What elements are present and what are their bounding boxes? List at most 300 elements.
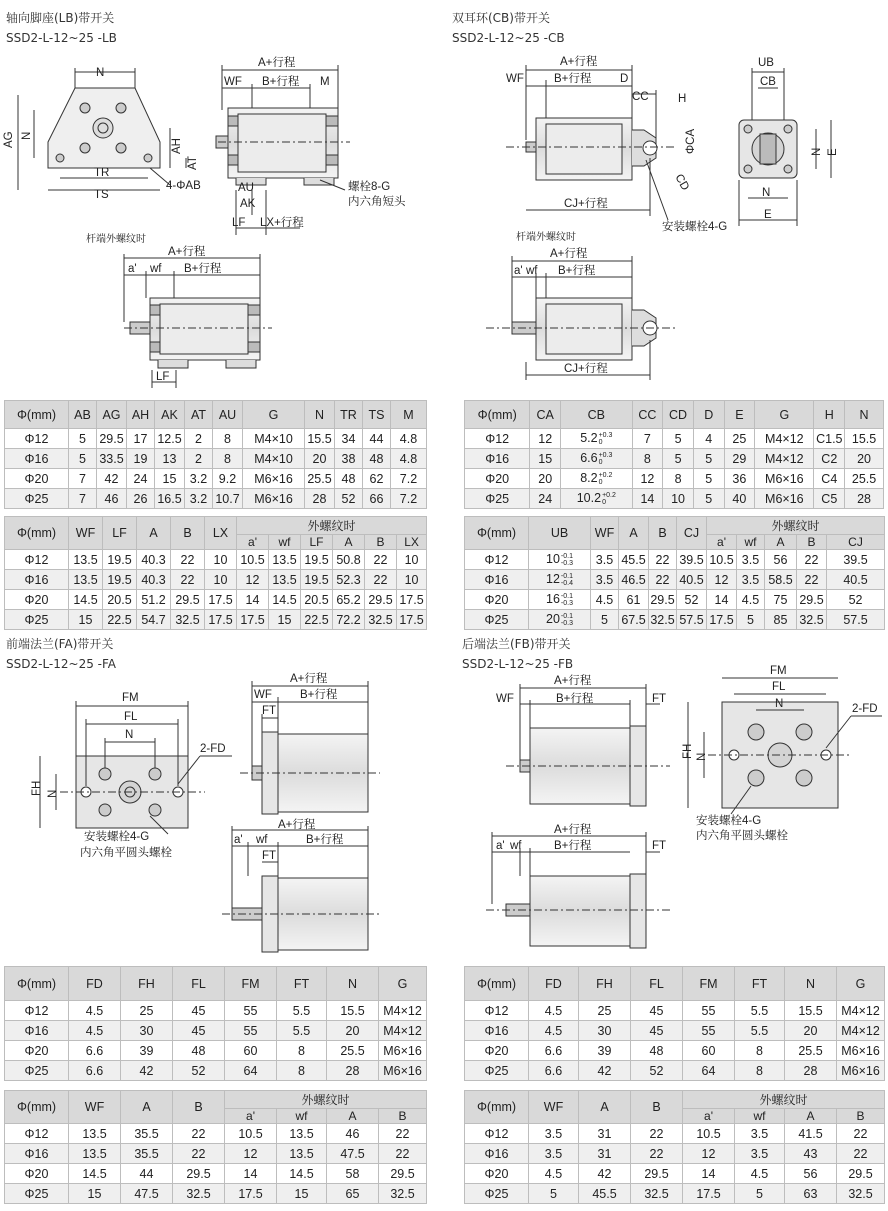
fb-2fd-label: 2-FD bbox=[852, 703, 878, 715]
tolerance-upper: -0.1 bbox=[560, 612, 573, 620]
table-cell: M6×16 bbox=[243, 489, 305, 509]
col-header: WF bbox=[69, 1091, 121, 1124]
tolerance-lower: 0 bbox=[598, 438, 603, 446]
table-cell: 40.3 bbox=[137, 570, 171, 590]
table-cell: Φ25 bbox=[465, 610, 529, 630]
cb-cj-stroke: CJ+行程 bbox=[564, 198, 608, 210]
table-cell: 22 bbox=[173, 1144, 225, 1164]
table-cell: 55 bbox=[225, 1001, 277, 1021]
table-cell: 72.2 bbox=[333, 610, 365, 630]
cell-value: 10 bbox=[546, 552, 560, 567]
table-cell: 10 bbox=[397, 570, 427, 590]
table-row bbox=[465, 469, 884, 489]
table-cell: 39.5 bbox=[677, 550, 707, 570]
table-cell: 40 bbox=[724, 489, 755, 509]
table-cell: Φ12 bbox=[5, 429, 69, 449]
table-cell: 13.5 bbox=[69, 570, 103, 590]
table-cell: 22 bbox=[631, 1124, 683, 1144]
table-cell: C5 bbox=[814, 489, 845, 509]
col-header: B bbox=[171, 517, 205, 550]
table-cell: 17.5 bbox=[205, 590, 237, 610]
table-body bbox=[5, 550, 427, 630]
table-cell: 22 bbox=[649, 550, 677, 570]
table-cell: 13.5 bbox=[69, 1144, 121, 1164]
table-cell: Φ16 bbox=[465, 1144, 529, 1164]
table-cell: 20 bbox=[785, 1021, 837, 1041]
table-cell bbox=[529, 570, 591, 590]
table-cell: 39.5 bbox=[827, 550, 885, 570]
cb-table-2 bbox=[464, 516, 885, 630]
table-cell: M4×12 bbox=[837, 1001, 885, 1021]
table-cell: 12 bbox=[632, 469, 663, 489]
table-cell: 17.5 bbox=[397, 590, 427, 610]
col-header: B bbox=[631, 1091, 683, 1124]
col-header: WF bbox=[591, 517, 619, 550]
cb-title: 双耳环(CB)带开关 bbox=[452, 11, 550, 25]
table-cell: 4.5 bbox=[737, 590, 765, 610]
table-cell: 55 bbox=[683, 1001, 735, 1021]
table-cell: 55 bbox=[683, 1021, 735, 1041]
table-cell: 5 bbox=[737, 610, 765, 630]
lb-bolt-label: 螺栓8-G bbox=[348, 181, 391, 193]
table-cell: 15 bbox=[155, 469, 185, 489]
fa-rod-ft: FT bbox=[262, 850, 277, 862]
sub-header: A bbox=[333, 535, 365, 550]
table-cell: 22 bbox=[797, 550, 827, 570]
lb-m-label: M bbox=[320, 76, 330, 88]
lb-tr-label: TR bbox=[94, 167, 110, 179]
lb-table-2 bbox=[4, 516, 427, 630]
table-cell: M4×10 bbox=[243, 449, 305, 469]
table-cell: 8 bbox=[735, 1041, 785, 1061]
table-row bbox=[5, 1061, 427, 1081]
table-row bbox=[5, 1164, 427, 1184]
col-header: G bbox=[837, 967, 885, 1001]
table-body bbox=[5, 1124, 427, 1204]
col-header: WF bbox=[69, 517, 103, 550]
cb-rod-thread-label: 杆端外螺纹时 bbox=[516, 232, 576, 243]
tolerance-upper: -0.1 bbox=[560, 572, 573, 580]
col-header: N bbox=[327, 967, 379, 1001]
lb-drawing bbox=[0, 50, 445, 390]
tolerance-upper: +0.2 bbox=[598, 471, 613, 479]
table-cell: 45 bbox=[173, 1021, 225, 1041]
col-header: FT bbox=[277, 967, 327, 1001]
lb-n-label: N bbox=[96, 67, 105, 79]
table-cell bbox=[561, 489, 633, 509]
table-cell: 45.5 bbox=[579, 1184, 631, 1204]
cb-n-label: N bbox=[762, 187, 771, 199]
table-cell: 61 bbox=[619, 590, 649, 610]
cell-value: 16 bbox=[546, 592, 560, 607]
table-cell: 5 bbox=[693, 489, 724, 509]
table-cell: M6×16 bbox=[837, 1041, 885, 1061]
table-cell: 8 bbox=[277, 1041, 327, 1061]
table-cell: 52 bbox=[335, 489, 363, 509]
table-cell: Φ20 bbox=[5, 1041, 69, 1061]
col-header: M bbox=[391, 401, 427, 429]
table-cell: 22 bbox=[837, 1124, 885, 1144]
fb-rod-wf: wf bbox=[510, 840, 522, 852]
table-cell: 29.5 bbox=[171, 590, 205, 610]
table-cell: 32.5 bbox=[173, 1184, 225, 1204]
col-header: CA bbox=[530, 401, 561, 429]
sub-header: A bbox=[785, 1109, 837, 1124]
col-header: FL bbox=[631, 967, 683, 1001]
table-cell: 4.8 bbox=[391, 429, 427, 449]
table-cell: 5 bbox=[693, 469, 724, 489]
table-cell: 24 bbox=[127, 469, 155, 489]
cell-value: 10.2 bbox=[576, 491, 602, 506]
cb-e-side-label: E bbox=[827, 148, 839, 156]
table-cell: 46 bbox=[327, 1124, 379, 1144]
table-cell: 57.5 bbox=[827, 610, 885, 630]
lb-b-stroke: B+行程 bbox=[262, 76, 300, 88]
sub-header: A bbox=[765, 535, 797, 550]
table-cell: M4×12 bbox=[379, 1021, 427, 1041]
table-cell: 48 bbox=[173, 1041, 225, 1061]
table-cell: 30 bbox=[121, 1021, 173, 1041]
table-cell: 14.5 bbox=[277, 1164, 327, 1184]
table-cell: Φ12 bbox=[465, 1001, 529, 1021]
table-row bbox=[465, 429, 884, 449]
cb-rod-wf: wf bbox=[526, 265, 538, 277]
lb-ak-label: AK bbox=[240, 198, 256, 210]
lb-lx-stroke: LX+行程 bbox=[260, 217, 304, 229]
cb-model: SSD2-L-12~25 -CB bbox=[452, 31, 565, 45]
table-cell: 5 bbox=[693, 449, 724, 469]
cell-value: 12 bbox=[546, 572, 560, 587]
fb-fm-label: FM bbox=[770, 665, 787, 677]
sub-header: B bbox=[365, 535, 397, 550]
cb-cc-label: CC bbox=[632, 91, 649, 103]
table-cell: 22 bbox=[365, 550, 397, 570]
table-cell: 36 bbox=[724, 469, 755, 489]
group-header: 外螺纹时 bbox=[707, 517, 885, 535]
col-header: CB bbox=[561, 401, 633, 429]
table-cell: 32.5 bbox=[379, 1184, 427, 1204]
table-cell: 15.5 bbox=[305, 429, 335, 449]
table-cell: 22.5 bbox=[103, 610, 137, 630]
table-cell: 15.5 bbox=[845, 429, 884, 449]
cb-mount-bolt: 安装螺栓4-G bbox=[662, 221, 728, 233]
cb-cb-label: CB bbox=[760, 76, 776, 88]
table-cell: 10 bbox=[205, 550, 237, 570]
table-row bbox=[5, 489, 427, 509]
sub-header: wf bbox=[269, 535, 301, 550]
lb-ts-label: TS bbox=[94, 189, 109, 201]
fa-n-side-label: N bbox=[47, 789, 59, 798]
table-cell: 56 bbox=[785, 1164, 837, 1184]
fa-table-2 bbox=[4, 1090, 427, 1204]
table-cell: Φ20 bbox=[465, 1041, 529, 1061]
table-cell: 57.5 bbox=[677, 610, 707, 630]
table-cell: 6.6 bbox=[69, 1041, 121, 1061]
table-cell: 54.7 bbox=[137, 610, 171, 630]
table-row bbox=[465, 1021, 885, 1041]
col-header: Φ(mm) bbox=[5, 401, 69, 429]
table-cell: Φ25 bbox=[5, 1061, 69, 1081]
table-cell: 13.5 bbox=[277, 1144, 327, 1164]
table-cell: 12.5 bbox=[155, 429, 185, 449]
table-cell: 75 bbox=[765, 590, 797, 610]
fb-drawing bbox=[446, 665, 888, 960]
table-cell: 10.7 bbox=[213, 489, 243, 509]
fa-rod-a-stroke: A+行程 bbox=[278, 819, 316, 831]
table-cell: 8 bbox=[213, 449, 243, 469]
table-cell: 20.5 bbox=[301, 590, 333, 610]
col-header: A bbox=[619, 517, 649, 550]
cell-value: 20 bbox=[546, 612, 560, 627]
table-row bbox=[465, 1041, 885, 1061]
table-cell: M6×16 bbox=[243, 469, 305, 489]
fb-mount-bolt2: 内六角平圆头螺栓 bbox=[696, 830, 788, 842]
table-cell: 13.5 bbox=[69, 1124, 121, 1144]
table-cell: 5.5 bbox=[735, 1021, 785, 1041]
table-cell: 47.5 bbox=[327, 1144, 379, 1164]
fa-ft-label: FT bbox=[262, 705, 277, 717]
tolerance-lower: 0 bbox=[598, 478, 603, 486]
lb-model: SSD2-L-12~25 -LB bbox=[6, 31, 117, 45]
table-cell: 25 bbox=[579, 1001, 631, 1021]
table-cell: 4.5 bbox=[69, 1001, 121, 1021]
sub-header: wf bbox=[737, 535, 765, 550]
table-cell: 32.5 bbox=[797, 610, 827, 630]
table-cell: 6.6 bbox=[69, 1061, 121, 1081]
table-cell: 29.5 bbox=[97, 429, 127, 449]
lb-ag-label: AG bbox=[3, 131, 15, 148]
table-cell: 3.2 bbox=[185, 489, 213, 509]
table-cell: 12 bbox=[707, 570, 737, 590]
table-cell: 66 bbox=[363, 489, 391, 509]
col-header: AB bbox=[69, 401, 97, 429]
table-cell: Φ20 bbox=[465, 1164, 529, 1184]
table-cell: Φ12 bbox=[465, 429, 530, 449]
col-header: FT bbox=[735, 967, 785, 1001]
col-header: UB bbox=[529, 517, 591, 550]
table-cell: C1.5 bbox=[814, 429, 845, 449]
table-cell: 44 bbox=[363, 429, 391, 449]
table-row bbox=[465, 570, 885, 590]
tolerance-upper: +0.2 bbox=[602, 491, 616, 499]
tolerance-lower: -0.3 bbox=[560, 619, 573, 627]
col-header: Φ(mm) bbox=[5, 1091, 69, 1124]
tolerance bbox=[561, 613, 573, 627]
table-cell: 4.5 bbox=[529, 1001, 579, 1021]
fa-model: SSD2-L-12~25 -FA bbox=[6, 657, 116, 671]
table-cell: 14 bbox=[707, 590, 737, 610]
table-cell: 46 bbox=[97, 489, 127, 509]
table-cell: 3.5 bbox=[737, 550, 765, 570]
table-cell: 28 bbox=[327, 1061, 379, 1081]
table-row bbox=[465, 1061, 885, 1081]
table-cell: 35.5 bbox=[121, 1144, 173, 1164]
table-cell: Φ25 bbox=[465, 1061, 529, 1081]
tolerance bbox=[599, 432, 613, 446]
table-cell: 17.5 bbox=[707, 610, 737, 630]
table-cell: 7 bbox=[69, 469, 97, 489]
table-cell: 52 bbox=[827, 590, 885, 610]
table-row bbox=[465, 1164, 885, 1184]
table-row bbox=[465, 1124, 885, 1144]
cb-rod-cj-stroke: CJ+行程 bbox=[564, 363, 608, 375]
table-cell bbox=[561, 429, 633, 449]
table-row bbox=[465, 1001, 885, 1021]
table-row bbox=[5, 1021, 427, 1041]
fa-n-label: N bbox=[125, 729, 134, 741]
fa-mount-bolt: 安装螺栓4-G bbox=[84, 831, 150, 843]
lb-n-side-label: N bbox=[21, 131, 33, 140]
table-cell: 13.5 bbox=[277, 1124, 327, 1144]
tolerance bbox=[602, 492, 616, 506]
table-cell: 25 bbox=[724, 429, 755, 449]
table-cell: 12 bbox=[683, 1144, 735, 1164]
col-header: G bbox=[755, 401, 814, 429]
table-cell: 7.2 bbox=[391, 489, 427, 509]
table-row bbox=[5, 1041, 427, 1061]
table-cell: 15 bbox=[277, 1184, 327, 1204]
table-cell: 9.2 bbox=[213, 469, 243, 489]
table-cell: 43 bbox=[785, 1144, 837, 1164]
fb-mount-bolt: 安装螺栓4-G bbox=[696, 815, 762, 827]
table-cell: 20 bbox=[327, 1021, 379, 1041]
table-cell: 42 bbox=[579, 1164, 631, 1184]
table-cell: 10 bbox=[663, 489, 694, 509]
sub-header: LF bbox=[301, 535, 333, 550]
lb-rod-thread-label: 杆端外螺纹时 bbox=[86, 234, 146, 245]
table-cell: 5 bbox=[529, 1184, 579, 1204]
lb-4ab-label: 4-ΦAB bbox=[166, 180, 201, 192]
table-cell: 5 bbox=[69, 449, 97, 469]
table-cell: 29.5 bbox=[379, 1164, 427, 1184]
table-row bbox=[5, 1124, 427, 1144]
table-cell: 25 bbox=[121, 1001, 173, 1021]
table-cell: 19.5 bbox=[103, 550, 137, 570]
table-cell: 45.5 bbox=[619, 550, 649, 570]
lb-lf-label: LF bbox=[232, 217, 246, 229]
table-cell: 52 bbox=[677, 590, 707, 610]
fb-rod-a1: a' bbox=[496, 840, 505, 852]
tolerance bbox=[599, 452, 613, 466]
table-cell: 4.5 bbox=[591, 590, 619, 610]
table-cell: 35.5 bbox=[121, 1124, 173, 1144]
table-row bbox=[465, 590, 885, 610]
fa-fh-label: FH bbox=[31, 780, 43, 796]
table-cell: 5.5 bbox=[277, 1001, 327, 1021]
table-cell: Φ25 bbox=[5, 610, 69, 630]
tolerance-upper: +0.3 bbox=[598, 431, 613, 439]
tolerance bbox=[561, 573, 573, 587]
table-cell: Φ20 bbox=[5, 469, 69, 489]
table-cell: Φ20 bbox=[5, 590, 69, 610]
lb-wf-label: WF bbox=[224, 76, 242, 88]
table-row bbox=[5, 469, 427, 489]
fb-fl-label: FL bbox=[772, 681, 786, 693]
fa-table-1 bbox=[4, 966, 427, 1081]
table-cell: 65.2 bbox=[333, 590, 365, 610]
table-row bbox=[5, 1144, 427, 1164]
table-cell: 52 bbox=[631, 1061, 683, 1081]
table-cell: 60 bbox=[225, 1041, 277, 1061]
table-cell: Φ12 bbox=[5, 1001, 69, 1021]
cb-drawing bbox=[446, 50, 888, 390]
table-cell: M6×16 bbox=[379, 1061, 427, 1081]
cb-wf-label: WF bbox=[506, 73, 524, 85]
fb-model: SSD2-L-12~25 -FB bbox=[462, 657, 574, 671]
col-header: FH bbox=[121, 967, 173, 1001]
table-cell: Φ16 bbox=[5, 449, 69, 469]
col-header: AU bbox=[213, 401, 243, 429]
table-cell: 22 bbox=[837, 1144, 885, 1164]
cb-h-label: H bbox=[678, 93, 687, 105]
sub-header: B bbox=[837, 1109, 885, 1124]
table-cell: 40.3 bbox=[137, 550, 171, 570]
table-cell: 20 bbox=[305, 449, 335, 469]
table-row bbox=[5, 590, 427, 610]
table-cell: 10.5 bbox=[707, 550, 737, 570]
fb-b-stroke: B+行程 bbox=[556, 693, 594, 705]
table-row bbox=[465, 610, 885, 630]
table-cell: 8 bbox=[277, 1061, 327, 1081]
col-header: G bbox=[379, 967, 427, 1001]
tolerance-lower: 0 bbox=[598, 458, 603, 466]
cb-b-stroke: B+行程 bbox=[554, 73, 592, 85]
sub-header: a' bbox=[683, 1109, 735, 1124]
table-cell: 58.5 bbox=[765, 570, 797, 590]
tolerance bbox=[561, 593, 573, 607]
table-cell: 3.5 bbox=[735, 1124, 785, 1144]
table-cell: 45 bbox=[631, 1021, 683, 1041]
table-cell: 39 bbox=[579, 1041, 631, 1061]
col-header: FM bbox=[683, 967, 735, 1001]
group-header: 外螺纹时 bbox=[237, 517, 427, 535]
table-cell: 15 bbox=[69, 1184, 121, 1204]
col-header: G bbox=[243, 401, 305, 429]
col-header: H bbox=[814, 401, 845, 429]
table-cell: 4.5 bbox=[735, 1164, 785, 1184]
table-row bbox=[465, 1184, 885, 1204]
col-header: Φ(mm) bbox=[465, 1091, 529, 1124]
table-cell: 42 bbox=[579, 1061, 631, 1081]
table-cell: 8 bbox=[663, 469, 694, 489]
table-cell: 52.3 bbox=[333, 570, 365, 590]
table-cell: 5.5 bbox=[277, 1021, 327, 1041]
table-cell: 47.5 bbox=[121, 1184, 173, 1204]
table-cell: 64 bbox=[683, 1061, 735, 1081]
fa-fl-label: FL bbox=[124, 711, 138, 723]
table-cell: 67.5 bbox=[619, 610, 649, 630]
table-cell: 28 bbox=[305, 489, 335, 509]
table-cell: M6×16 bbox=[837, 1061, 885, 1081]
cb-cd-label: CD bbox=[672, 172, 692, 193]
table-cell: Φ25 bbox=[5, 1184, 69, 1204]
table-cell: 13.5 bbox=[69, 550, 103, 570]
fa-rod-wf: wf bbox=[256, 834, 268, 846]
group-header: 外螺纹时 bbox=[225, 1091, 427, 1109]
table-cell: 10.5 bbox=[237, 550, 269, 570]
table-cell: 4.5 bbox=[529, 1164, 579, 1184]
table-cell: Φ16 bbox=[465, 1021, 529, 1041]
table-cell: 4.8 bbox=[391, 449, 427, 469]
table-row bbox=[465, 550, 885, 570]
table-cell: 17.5 bbox=[397, 610, 427, 630]
table-cell: 5 bbox=[591, 610, 619, 630]
table-cell: 28 bbox=[785, 1061, 837, 1081]
table-cell: Φ25 bbox=[5, 489, 69, 509]
sub-header: CJ bbox=[827, 535, 885, 550]
col-header: LF bbox=[103, 517, 137, 550]
table-cell: 17.5 bbox=[683, 1184, 735, 1204]
